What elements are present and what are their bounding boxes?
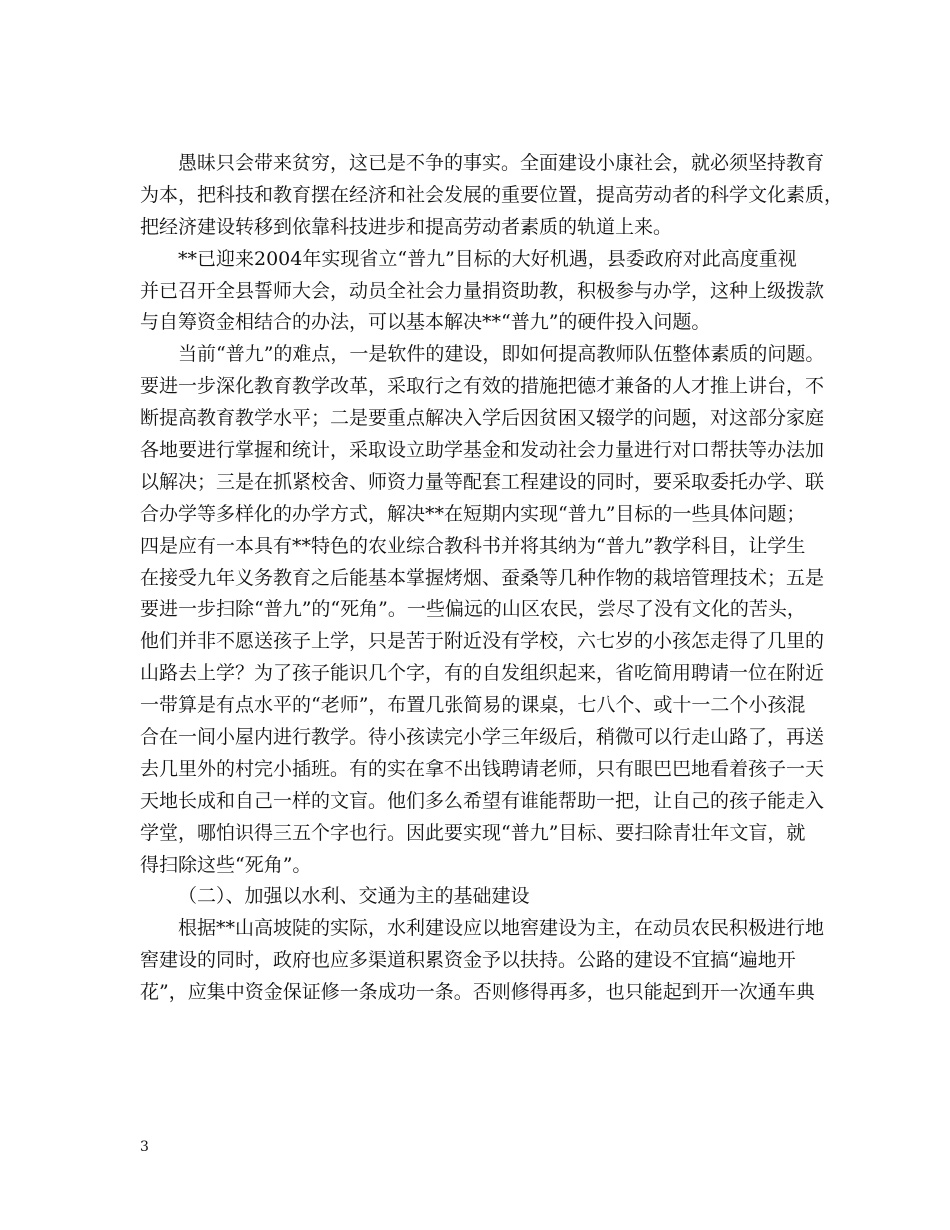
text-line: 窖建设的同时，政府也应多渠道积累资金予以扶持。公路的建设不宜搞“遍地开	[140, 949, 796, 972]
text-line: 以解决；三是在抓紧校舍、师资力量等配套工程建设的同时，要采取委托办学、联	[140, 470, 825, 493]
text-line: 当前“普九”的难点，一是软件的建设，即如何提高教师队伍整体素质的问题。	[178, 343, 825, 366]
text-line: 学堂，哪怕识得三五个字也行。因此要实现“普九”目标、要扫除青壮年文盲，就	[140, 821, 806, 844]
text-line: 天地长成和自己一样的文盲。他们多么希望有谁能帮助一把，让自己的孩子能走入	[140, 789, 825, 812]
text-line: **已迎来2004年实现省立“普九”目标的大好机遇，县委政府对此高度重视	[178, 247, 797, 270]
text-line: 在接受九年义务教育之后能基本掌握烤烟、蚕桑等几种作物的栽培管理技术；五是	[140, 566, 825, 589]
text-line: 四是应有一本具有**特色的农业综合教科书并将其纳为“普九”教学科目，让学生	[140, 534, 806, 557]
text-line: 得扫除这些“死角”。	[140, 853, 312, 876]
text-line: 断提高教育教学水平；二是要重点解决入学后因贫困又辍学的问题，对这部分家庭	[140, 407, 825, 430]
section-heading: （二）、加强以水利、交通为主的基础建设	[178, 885, 530, 908]
text-line: 愚昧只会带来贫穷，这已是不争的事实。全面建设小康社会，就必须坚持教育	[178, 152, 825, 174]
text-line: 并已召开全县誓师大会，动员全社会力量捐资助教，积极参与办学，这种上级拨款	[140, 279, 825, 302]
text-line: 合办学等多样化的办学方式，解决**在短期内实现“普九”目标的一些具体问题；	[140, 502, 806, 525]
text-line: 与自筹资金相结合的办法，可以基本解决**“普九”的硬件投入问题。	[140, 311, 711, 334]
text-line: 要进一步扫除“普九”的“死角”。一些偏远的山区农民，尝尽了没有文化的苦头，	[140, 598, 806, 621]
text-line: 花”，应集中资金保证修一条成功一条。否则修得再多，也只能起到开一次通车典	[140, 981, 815, 1004]
document-body	[140, 148, 844, 1009]
text-line: 去几里外的村完小插班。有的实在拿不出钱聘请老师，只有眼巴巴地看着孩子一天	[140, 757, 825, 780]
text-line: 把经济建设转移到依靠科技进步和提高劳动者素质的轨道上来。	[140, 215, 673, 238]
text-line: 为本，把科技和教育摆在经济和社会发展的重要位置，提高劳动者的科学文化素质，	[140, 183, 844, 206]
page-number: 3	[140, 1139, 149, 1155]
text-line: 根据**山高坡陡的实际，水利建设应以地窖建设为主，在动员农民积极进行地	[178, 917, 825, 940]
text-line: 要进一步深化教育教学改革，采取行之有效的措施把德才兼备的人才推上讲台，不	[140, 375, 825, 398]
text-line: 各地要进行掌握和统计，采取设立助学基金和发动社会力量进行对口帮扶等办法加	[140, 439, 825, 462]
text-line: 山路去上学？为了孩子能识几个字，有的自发组织起来，省吃简用聘请一位在附近	[140, 662, 825, 685]
text-line: 一带算是有点水平的“老师”，布置几张简易的课桌，七八个、或十一二个小孩混	[140, 694, 806, 717]
text-line: 他们并非不愿送孩子上学，只是苦于附近没有学校，六七岁的小孩怎走得了几里的	[140, 630, 825, 653]
text-line: 合在一间小屋内进行教学。待小孩读完小学三年级后，稍微可以行走山路了，再送	[140, 726, 825, 749]
